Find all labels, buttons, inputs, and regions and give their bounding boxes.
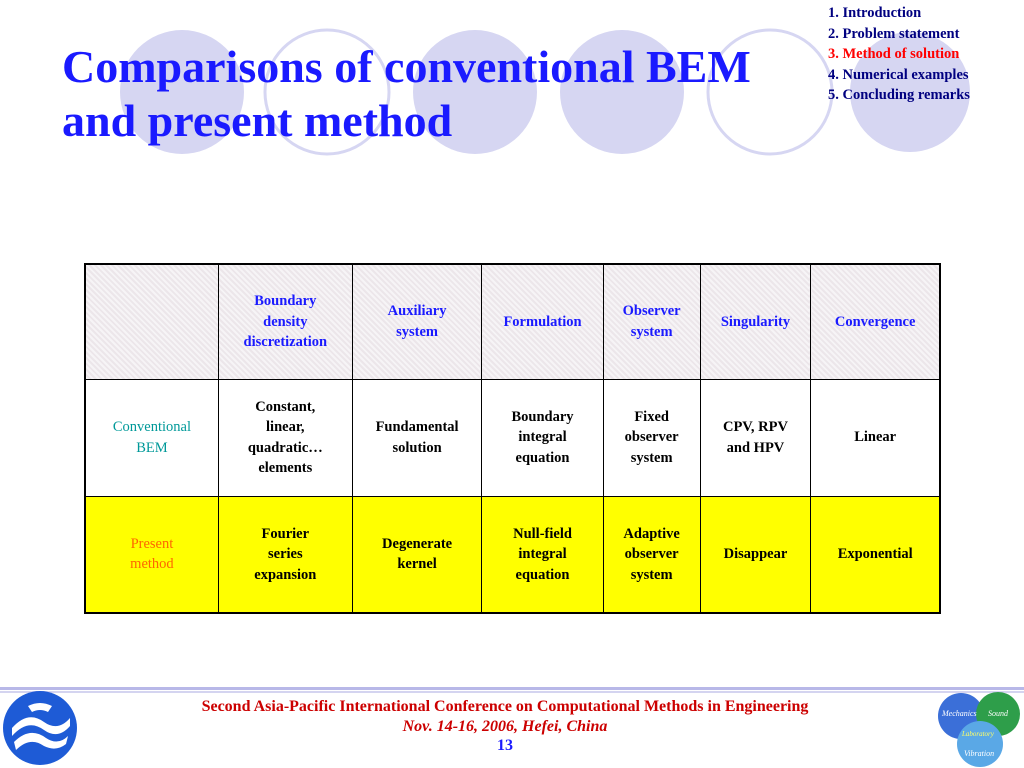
cell-line: system: [630, 566, 673, 583]
cell-line: Exponential: [837, 546, 913, 562]
slide-title-line2: and present method: [62, 95, 453, 146]
outline-item: 1. Introduction: [828, 5, 922, 21]
column-header: [603, 264, 700, 379]
cell-line: CPV, RPV: [722, 419, 788, 435]
cell-line: Singularity: [720, 313, 791, 330]
table-header-row: [85, 264, 940, 379]
cell-line: Observer: [622, 303, 681, 320]
table-cell: [811, 379, 940, 496]
cell-line: discretization: [243, 334, 328, 350]
cell-line: equation: [515, 449, 570, 466]
cell-line: observer: [624, 546, 679, 562]
column-header: [218, 264, 352, 379]
footer-divider: [0, 691, 1024, 693]
cell-line: series: [267, 546, 303, 562]
footer-divider: [0, 687, 1024, 690]
row-header: [85, 379, 218, 496]
table-cell: [218, 496, 352, 613]
cell-line: and HPV: [726, 439, 785, 456]
cell-line: observer: [624, 429, 679, 446]
table-cell: [700, 379, 811, 496]
cell-line: quadratic…: [247, 439, 323, 456]
table-cell: [352, 379, 482, 496]
cell-line: Fixed: [634, 408, 669, 425]
cell-line: Fourier: [261, 525, 310, 542]
cell-line: Convergence: [834, 313, 916, 330]
cell-line: integral: [518, 429, 567, 446]
logo-text-mechanics: Mechanics: [942, 709, 977, 718]
cell-line: Boundary: [254, 293, 317, 309]
outline-item: 3. Method of solution: [828, 46, 960, 62]
cell-line: system: [630, 449, 673, 466]
cell-line: Adaptive: [623, 525, 680, 542]
cell-line: linear,: [266, 419, 305, 435]
cell-line: Degenerate: [382, 535, 453, 552]
cell-line: Formulation: [503, 313, 582, 330]
column-header: [482, 264, 603, 379]
cell-line: system: [630, 323, 673, 340]
outline-item: 4. Numerical examples: [828, 66, 969, 83]
cell-line: method: [130, 556, 174, 573]
table-cell: [482, 379, 603, 496]
table-cell: [218, 379, 352, 496]
outline-item: 5. Concluding remarks: [828, 87, 970, 103]
table-cell: [811, 496, 940, 613]
cell-line: Fundamental: [375, 419, 459, 435]
cell-line: Auxiliary: [387, 303, 447, 320]
logo-text-vibration: Vibration: [964, 749, 995, 758]
footer: [90, 697, 920, 755]
cell-line: Boundary: [511, 408, 574, 425]
cell-line: Constant,: [255, 398, 316, 415]
cell-line: solution: [392, 439, 442, 456]
outline-item: 2. Problem statement: [828, 25, 960, 42]
slide-title-line1: Comparisons of conventional BEM: [62, 41, 751, 92]
table-cell: [603, 496, 700, 613]
table-cell: [603, 379, 700, 496]
column-header: [700, 264, 811, 379]
page-number: 13: [497, 737, 513, 754]
row-header: [85, 496, 218, 613]
logo-text-laboratory: Laboratory: [962, 730, 994, 738]
cell-line: Present: [130, 535, 174, 552]
slide-title: [62, 40, 842, 148]
column-header: [811, 264, 940, 379]
cell-line: integral: [518, 546, 567, 562]
cell-line: BEM: [136, 439, 168, 456]
conference-date-place: Nov. 14-16, 2006, Hefei, China: [402, 718, 608, 735]
table-cell: [700, 496, 811, 613]
cell-line: Null-field: [513, 525, 572, 542]
msv-lab-logo: [936, 690, 1024, 768]
logo-text-sound: Sound: [988, 709, 1008, 718]
row-conventional-bem: [85, 379, 940, 496]
cell-line: elements: [258, 460, 313, 476]
table-corner-cell: [85, 264, 218, 379]
cell-line: kernel: [397, 556, 437, 573]
table-cell: [482, 496, 603, 613]
cell-line: equation: [515, 566, 570, 583]
column-header: [352, 264, 482, 379]
comparison-table: [84, 263, 941, 614]
row-present-method: [85, 496, 940, 613]
cell-line: expansion: [254, 566, 317, 583]
university-logo: [0, 688, 80, 768]
cell-line: system: [396, 323, 439, 340]
cell-line: density: [263, 313, 308, 330]
outline-list: [828, 3, 1018, 106]
cell-line: Disappear: [723, 546, 788, 562]
conference-name: Second Asia-Pacific International Conference on Computational Methods in Engineering: [201, 698, 809, 715]
cell-line: Linear: [854, 429, 897, 446]
cell-line: Conventional: [112, 419, 191, 435]
table-cell: [352, 496, 482, 613]
